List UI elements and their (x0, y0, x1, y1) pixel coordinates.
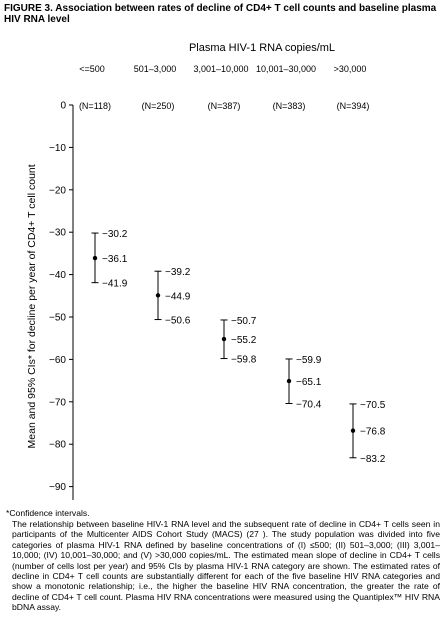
y-tick-label: −90 (49, 482, 66, 494)
lower-ci-label: −83.2 (360, 453, 386, 465)
lower-ci-label: −59.8 (231, 354, 257, 366)
category-label: <=500 (79, 64, 105, 74)
n-label: (N=250) (141, 101, 175, 111)
n-label: (N=383) (272, 101, 306, 111)
category-label: 3,001–10,000 (193, 64, 249, 74)
mean-label: −76.8 (360, 426, 386, 438)
category-label: >30,000 (333, 64, 367, 74)
y-tick-label: −70 (49, 397, 66, 409)
top-axis-title: Plasma HIV-1 RNA copies/mL (188, 42, 336, 54)
mean-point (93, 256, 97, 260)
upper-ci-label: −70.5 (360, 399, 386, 411)
y-tick-label: 0 (60, 100, 66, 112)
y-tick-label: −40 (49, 270, 66, 282)
y-tick-label: −80 (49, 439, 66, 451)
lower-ci-label: −41.9 (102, 278, 128, 290)
mean-point (351, 428, 355, 432)
lower-ci-label: −50.6 (165, 315, 191, 327)
mean-point (156, 293, 160, 297)
y-tick-label: −60 (49, 354, 66, 366)
mean-label: −65.1 (296, 377, 322, 389)
mean-label: −36.1 (102, 254, 128, 266)
figure-caption: The relationship between baseline HIV-1 RNA level and the subsequent rate of decline in CD4+ T cells seen in participants of the Multicenter AIDS Cohort Study (MACS) (27 ). The study population was divided into five categories of plasma HIV-1 RNA defined by baseline concentrations of (I) ≤500; (II) 501–3,000; (III) 3,001–10,000; (IV) 10,001–30,000; and (V) >30,000 copies/mL. The estimated mean slope of decline in CD4+ T cells (number of cells lost per year) and 95% CIs by plasma HIV-1 RNA category are shown. The estimated rates of decline in CD4+ T cell counts are substantially different for each of the five baseline HIV RNA categories and show a monotonic relationship; i.e., the higher the baseline HIV RNA concentration, the greater the rate of decline of CD4+ T cell count. Plasma HIV RNA concentrations were measured using the Quantiplex™ HIV RNA bDNA assay. (12, 519, 440, 613)
upper-ci-label: −50.7 (231, 315, 257, 327)
y-tick-label: −10 (49, 142, 66, 154)
mean-point (287, 379, 291, 383)
mean-label: −44.9 (165, 291, 191, 303)
footnote: *Confidence intervals. (6, 508, 90, 518)
category-label: 501–3,000 (133, 64, 177, 74)
y-axis-label: Mean and 95% CIs* for decline per year of CD4+ T cell count (26, 164, 38, 449)
y-tick-label: −30 (49, 227, 66, 239)
mean-label: −55.2 (231, 335, 257, 347)
y-tick-label: −50 (49, 312, 66, 324)
upper-ci-label: −39.2 (165, 267, 191, 279)
n-label: (N=387) (207, 101, 241, 111)
figure-title: FIGURE 3. Association between rates of decline of CD4+ T cell counts and baseline plasma HIV RNA level (4, 3, 437, 25)
upper-ci-label: −59.9 (296, 354, 322, 366)
upper-ci-label: −30.2 (102, 229, 128, 241)
n-label: (N=118) (78, 101, 112, 111)
category-label: 10,001–30,000 (255, 64, 317, 74)
n-label: (N=394) (336, 101, 370, 111)
y-tick-label: −20 (49, 185, 66, 197)
lower-ci-label: −70.4 (296, 399, 322, 411)
mean-point (222, 337, 226, 341)
